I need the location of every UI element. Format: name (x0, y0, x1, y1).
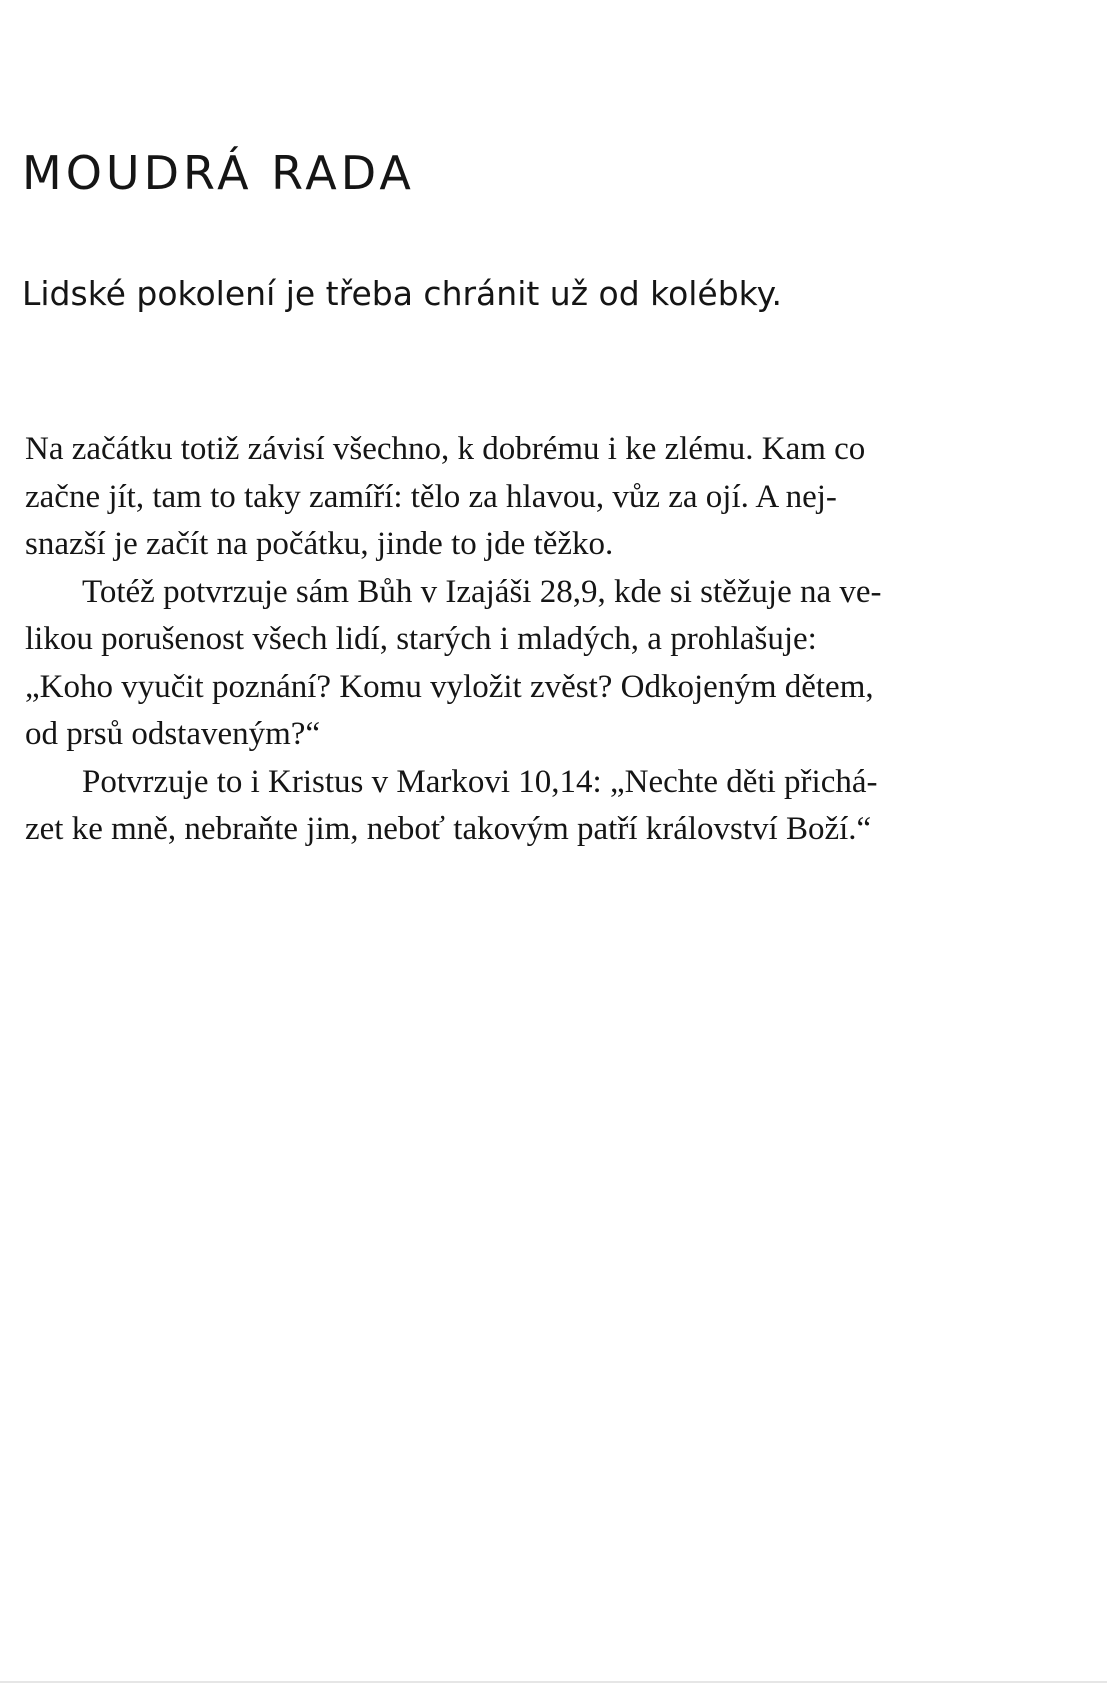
body-line-3: snazší je začít na počátku, jinde to jde těžko. (25, 526, 614, 562)
chapter-subtitle: Lidské pokolení je třeba chránit už od kolébky. (22, 274, 782, 313)
body-line-1: Na začátku totiž závisí všechno, k dobrému i ke zlému. Kam co (25, 431, 866, 467)
body-line-4: Totéž potvrzuje sám Bůh v Izajáši 28,9, kde si stěžuje na ve- (82, 573, 882, 610)
body-line-2: začne jít, tam to taky zamíří: tělo za hlavou, vůz za ojí. A nej- (25, 478, 837, 515)
body-line-6: „Koho vyučit poznání? Komu vyložit zvěst? Odkojeným dětem, (25, 668, 874, 705)
body-line-7: od prsů odstaveným?“ (25, 716, 321, 752)
body-line-5: likou porušenost všech lidí, starých i mladých, a prohlašuje: (25, 621, 817, 657)
chapter-heading: MOUDRÁ RADA (22, 146, 415, 200)
body-text (25, 426, 1015, 854)
body-line-8: Potvrzuje to i Kristus v Markovi 10,14: „Nechte děti přichá- (82, 763, 878, 800)
body-line-9: zet ke mně, nebraňte jim, neboť takovým patří království Boží.“ (25, 811, 872, 847)
